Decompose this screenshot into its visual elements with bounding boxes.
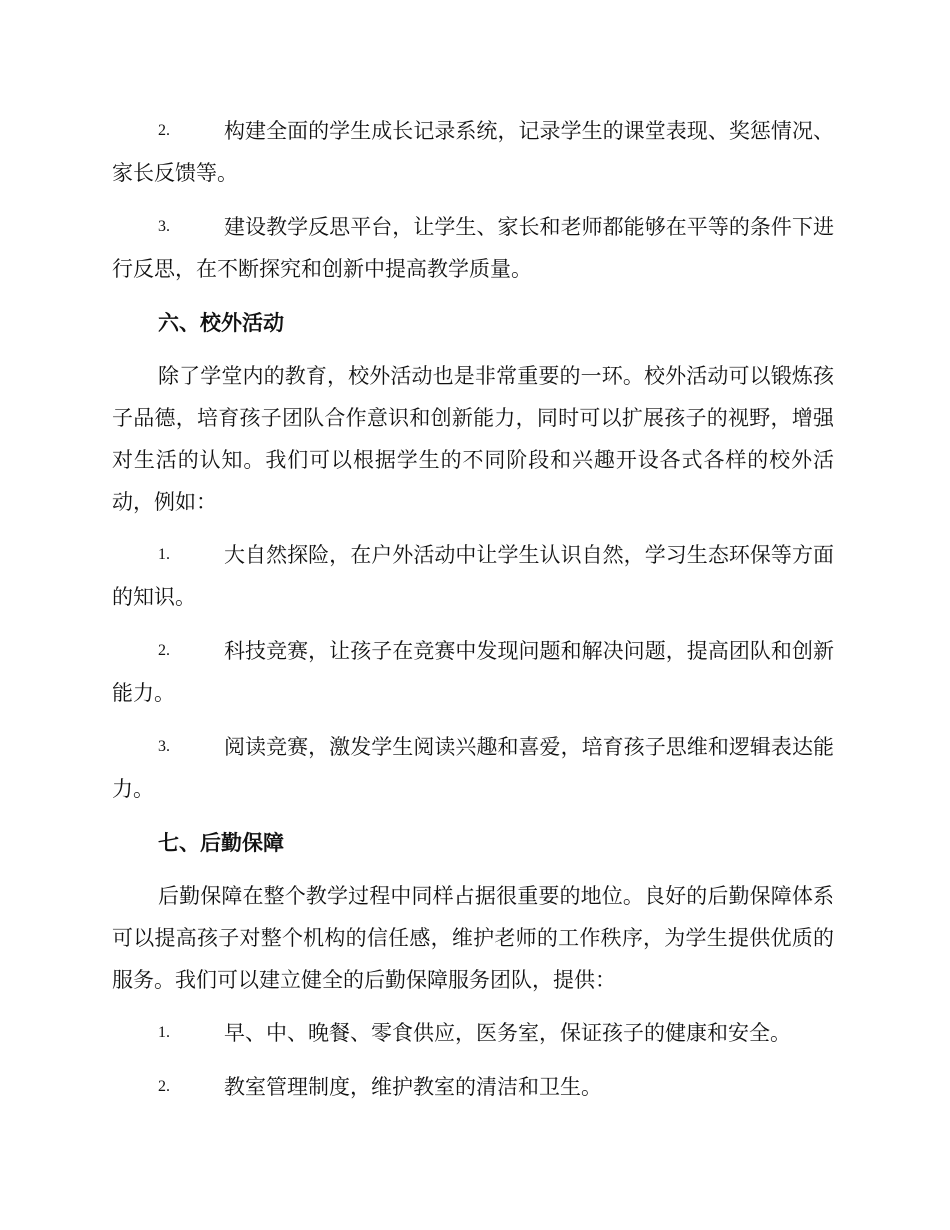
list-item-text: 早、中、晚餐、零食供应，医务室，保证孩子的健康和安全。 [224,1021,791,1045]
list-number: 3. [158,738,170,755]
list-number: 1. [158,546,170,563]
list-item [112,110,834,194]
list-item-text: 建设教学反思平台，让学生、家长和老师都能够在平等的条件下进行反思，在不断探究和创新中提高教学质量。 [112,215,834,281]
section-heading-outdoor-activities: 六、校外活动 [158,311,284,335]
list-item-text: 阅读竞赛，激发学生阅读兴趣和喜爱，培育孩子思维和逻辑表达能力。 [112,735,834,801]
list-item-text: 构建全面的学生成长记录系统，记录学生的课堂表现、奖惩情况、家长反馈等。 [112,119,834,185]
section-intro-paragraph: 除了学堂内的教育，校外活动也是非常重要的一环。校外活动可以锻炼孩子品德，培育孩子团队合作意识和创新能力，同时可以扩展孩子的视野，增强对生活的认知。我们可以根据学生的不同阶段和兴趣开设各式各样的校外活动，例如： [112,364,834,514]
section-intro-paragraph: 后勤保障在整个教学过程中同样占据很重要的地位。良好的后勤保障体系可以提高孩子对整个机构的信任感，维护老师的工作秩序，为学生提供优质的服务。我们可以建立健全的后勤保障服务团队，提供： [112,884,834,992]
list-item [112,1012,834,1054]
list-number: 3. [158,218,170,235]
list-number: 2. [158,122,170,139]
list-item [112,726,834,810]
list-item-text: 教室管理制度，维护教室的清洁和卫生。 [224,1075,602,1099]
list-number: 2. [158,1078,170,1095]
list-item [112,630,834,714]
list-item [112,206,834,290]
document-page [112,110,834,1120]
list-item [112,1066,834,1108]
list-number: 1. [158,1024,170,1041]
section-heading-logistics: 七、后勤保障 [158,831,284,855]
list-item [112,534,834,618]
list-number: 2. [158,642,170,659]
list-item-text: 科技竞赛，让孩子在竞赛中发现问题和解决问题，提高团队和创新能力。 [112,639,834,705]
list-item-text: 大自然探险，在户外活动中让学生认识自然，学习生态环保等方面的知识。 [112,543,834,609]
